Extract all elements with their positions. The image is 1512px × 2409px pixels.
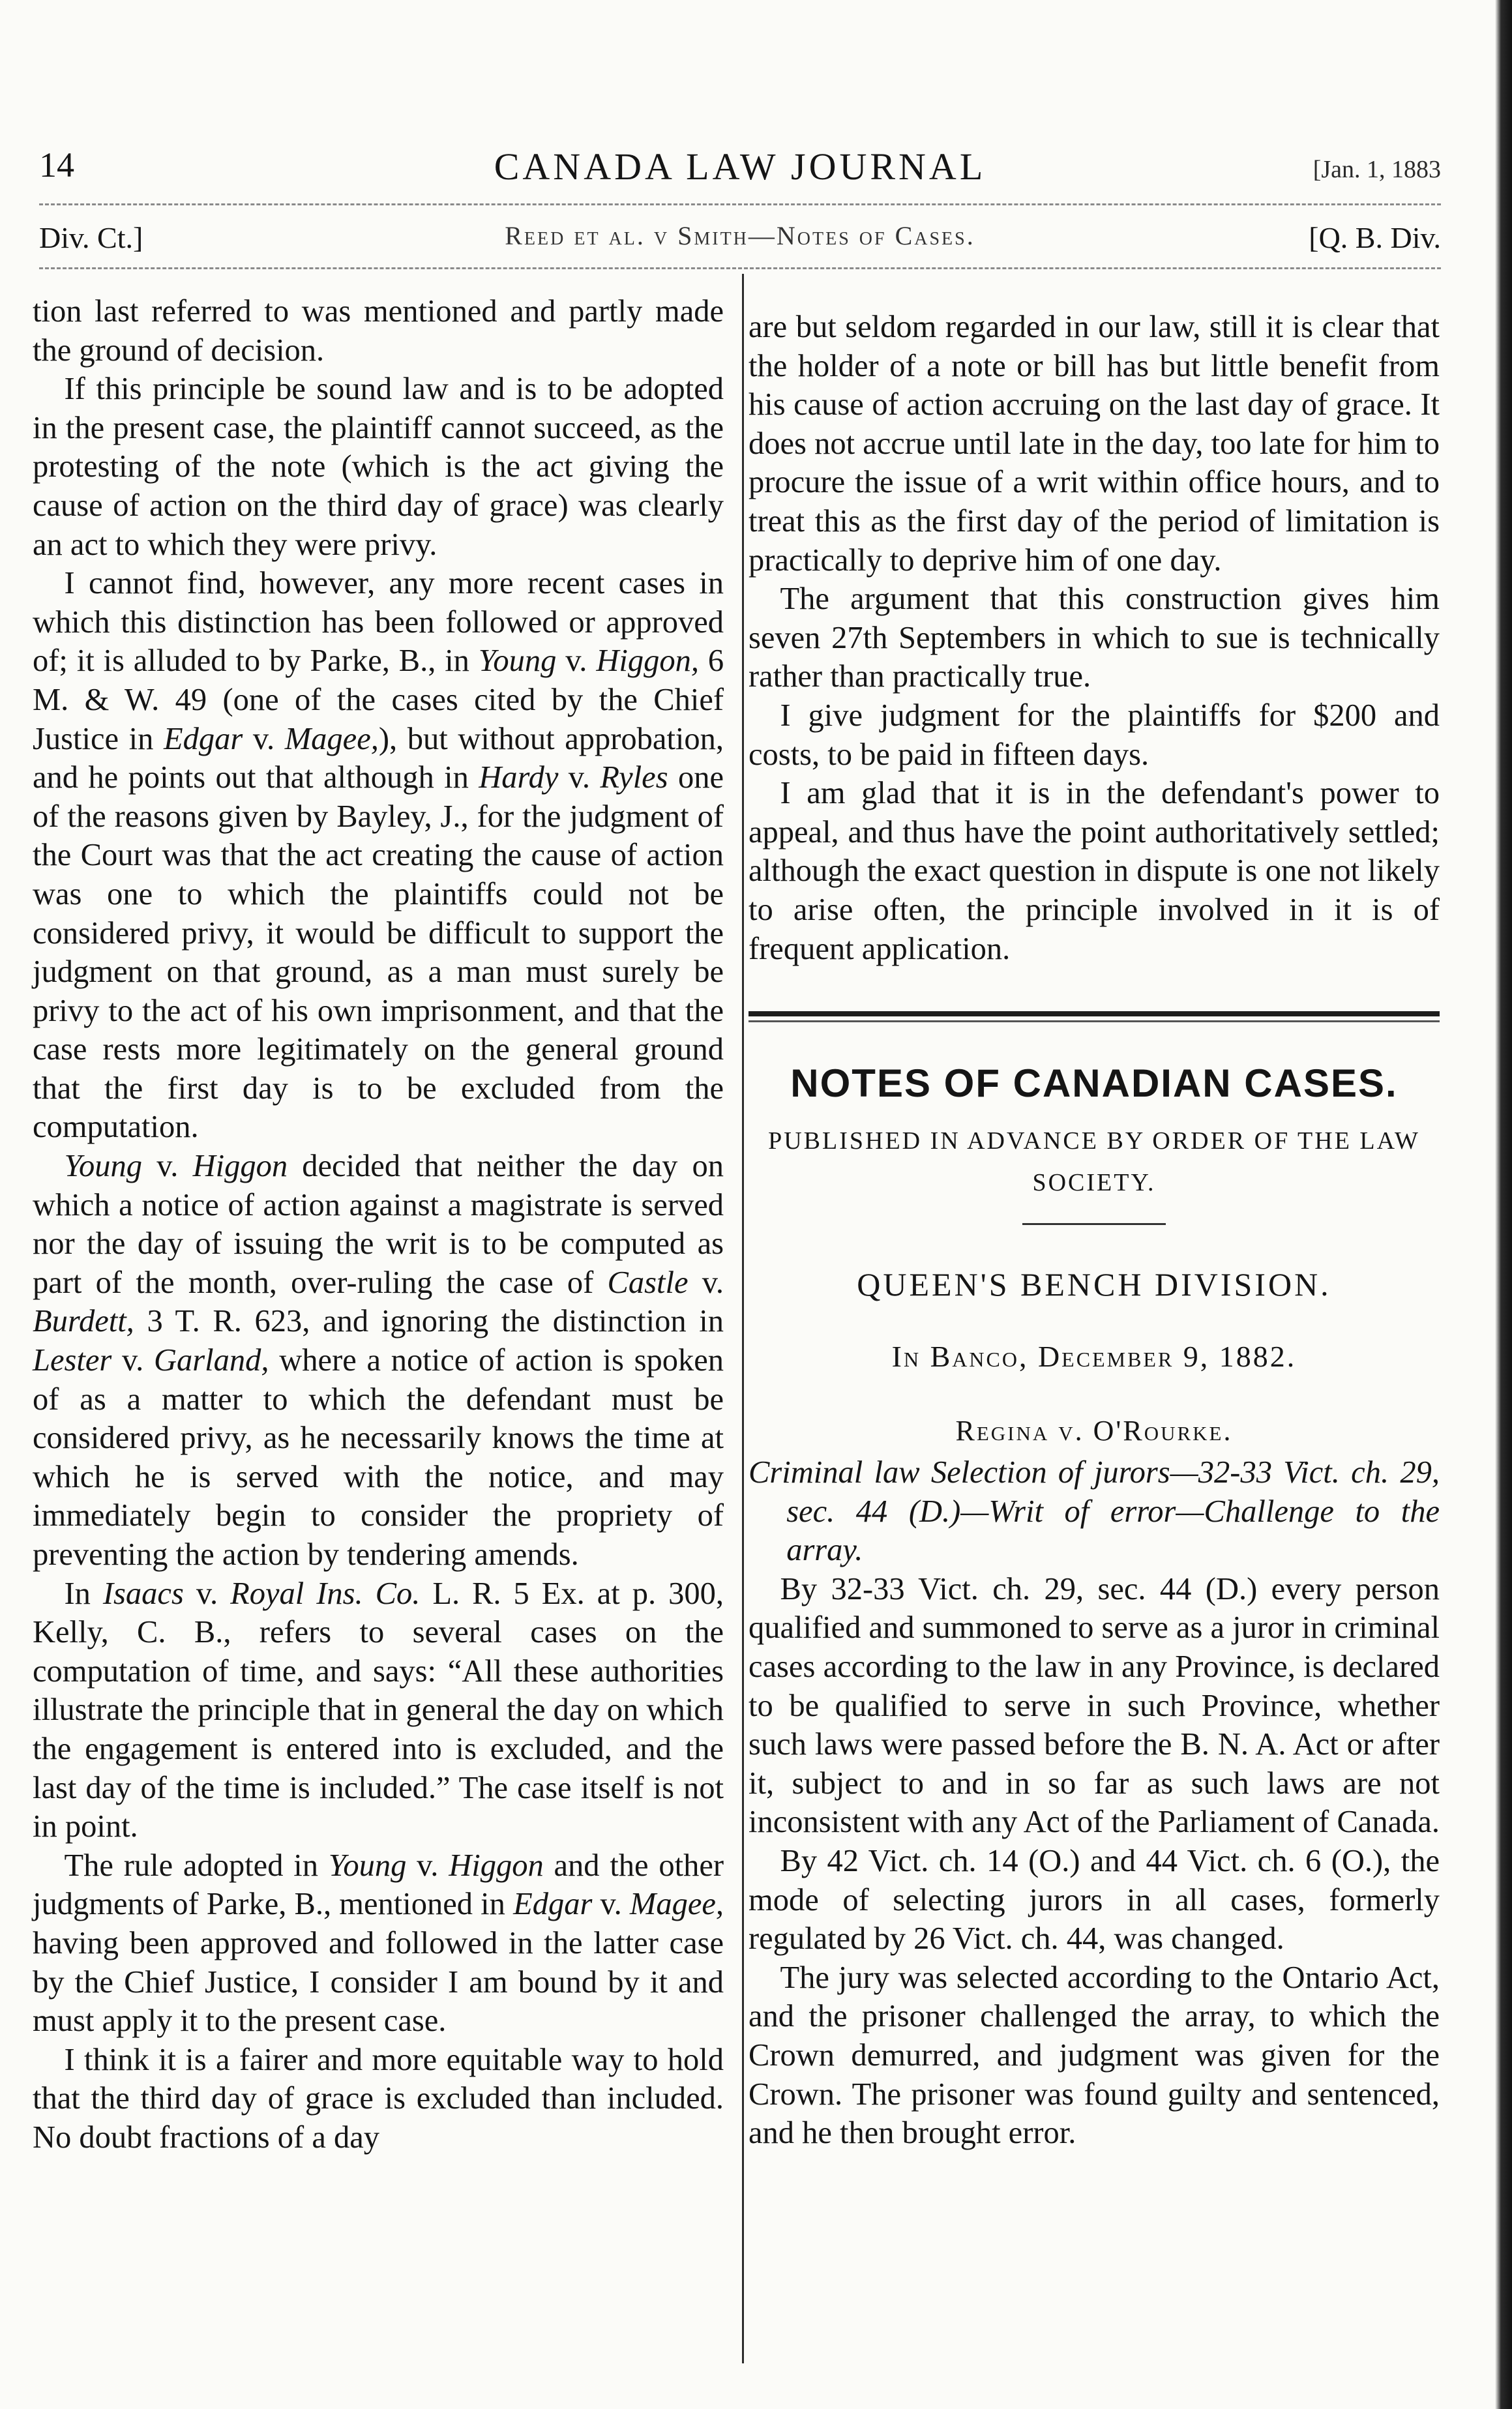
- paragraph: tion last referred to was mentioned and partly made the ground of decision.: [33, 294, 724, 368]
- subheader-rule: [39, 267, 1441, 269]
- running-title: Reed et al. v Smith—Notes of Cases.: [505, 221, 975, 250]
- issue-date: [Jan. 1, 1883: [1312, 156, 1441, 183]
- paragraph: I think it is a fairer and more equitable way to hold that the third day of grace is excluded than included. No doubt fractions of a day: [33, 2042, 724, 2155]
- paragraph: Young v. Higgon decided that neither the day on which a notice of action against a magistrate is served nor the day of issuing the writ is to be computed as part of the month, over-ruling the case of Castle v. Burdett, 3 T. R. 623, and ignoring the distinction in Lester v. Garland, where a notice of action is spoken of as a matter to which the defendant must be considered privy, as he necessarily knows the time at which he is served with the notice, and may immediately begin to consider the propriety of preventing the action by tendering amends.: [33, 1149, 724, 1572]
- paragraph: The rule adopted in Young v. Higgon and the other judgments of Parke, B., mentioned in Edgar v. Magee, having been approved and followed in the latter case by the Chief Justice, I consider I am bound by it and must apply it to the present case.: [33, 1848, 724, 2039]
- header-rule: [39, 203, 1441, 205]
- paragraph: By 32-33 Vict. ch. 29, sec. 44 (D.) every person qualified and summoned to serve as a juror in criminal cases according to the law in any Province, is declared to be qualified to serve in such Province, whether such laws were passed before the B. N. A. Act or after it, subject to and in so far as such laws are not inconsistent with any Act of the Parliament of Canada.: [749, 1571, 1440, 1840]
- paragraph: I am glad that it is in the defendant's power to appeal, and thus have the point authoritatively settled; although the exact question in dispute is one not likely to arise often, the principle involved in it is of frequent application.: [749, 776, 1440, 966]
- court-right: [Q. B. Div.: [1309, 221, 1441, 254]
- short-rule: [1022, 1223, 1166, 1225]
- case-name: Regina v. O'Rourke.: [955, 1415, 1233, 1447]
- division-heading: QUEEN'S BENCH DIVISION.: [857, 1266, 1331, 1303]
- section-rule-thick: [749, 1011, 1440, 1016]
- paragraph: I cannot find, however, any more recent cases in which this distinction has been followed or approved of; it is alluded to by Parke, B., in Young v. Higgon, 6 M. & W. 49 (one of the cases cited by the Chief Justice in Edgar v. Magee,), but without approbation, and he points out that although in Hardy v. Ryles one of the reasons given by Bayley, J., for the judgment of the Court was that the act creating the cause of action was one to which the plaintiffs could not be considered privy, it would be difficult to support the judgment on that ground, as a man must surely be privy to the act of his own imprisonment, and that the case rests more legitimately on the general ground that the first day is to be excluded from the computation.: [33, 566, 724, 1145]
- headnote: Criminal law Selection of jurors—32-33 Vict. ch. 29, sec. 44 (D.)—Writ of error—Challenge to the array.: [749, 1455, 1440, 1568]
- paragraph: The jury was selected according to the Ontario Act, and the prisoner challenged the array, to which the Crown demurred, and judgment was given for the Crown. The prisoner was found guilty and sentenced, and he then brought error.: [749, 1960, 1440, 2151]
- running-header: [39, 220, 1441, 259]
- page-edge-shadow: [1495, 0, 1512, 2409]
- notes-heading: NOTES OF CANADIAN CASES.: [790, 1061, 1398, 1106]
- section-rule-thin: [749, 1020, 1440, 1022]
- published-line: PUBLISHED IN ADVANCE BY ORDER OF THE LAW SOCIETY.: [768, 1127, 1420, 1197]
- right-column: [749, 308, 1440, 2153]
- journal-title: CANADA LAW JOURNAL: [494, 145, 986, 188]
- column-divider: [742, 274, 744, 2363]
- paragraph: If this principle be sound law and is to be adopted in the present case, the plaintiff cannot succeed, as the protesting of the note (which is the act giving the cause of action on the third day of grace) was clearly an act to which they were privy.: [33, 372, 724, 562]
- page-number: 14: [39, 145, 74, 185]
- paragraph: are but seldom regarded in our law, still it is clear that the holder of a note or bill has but little benefit from his cause of action accruing on the last day of grace. It does not accrue until late in the day, too late for him to procure the issue of a writ within office hours, and to treat this as the first day of the period of limitation is practically to deprive him of one day.: [749, 310, 1440, 578]
- page-header: [39, 145, 1441, 190]
- paragraph: The argument that this construction gives him seven 27th Septembers in which to sue is technically rather than practically true.: [749, 582, 1440, 694]
- left-column: [33, 292, 724, 2157]
- court-left: Div. Ct.]: [39, 221, 143, 254]
- paragraph: I give judgment for the plaintiffs for $200 and costs, to be paid in fifteen days.: [749, 698, 1440, 772]
- paragraph: In Isaacs v. Royal Ins. Co. L. R. 5 Ex. at p. 300, Kelly, C. B., refers to several cases on the computation of time, and says: “All these authorities illustrate the principle that in general the day on which the engagement is entered into is excluded, and the last day of the time is included.” The case itself is not in point.: [33, 1576, 724, 1844]
- paragraph: By 42 Vict. ch. 14 (O.) and 44 Vict. ch. 6 (O.), the mode of selecting jurors in all cases, formerly regulated by 26 Vict. ch. 44, was changed.: [749, 1844, 1440, 1957]
- banco-date: In Banco, December 9, 1882.: [891, 1340, 1297, 1374]
